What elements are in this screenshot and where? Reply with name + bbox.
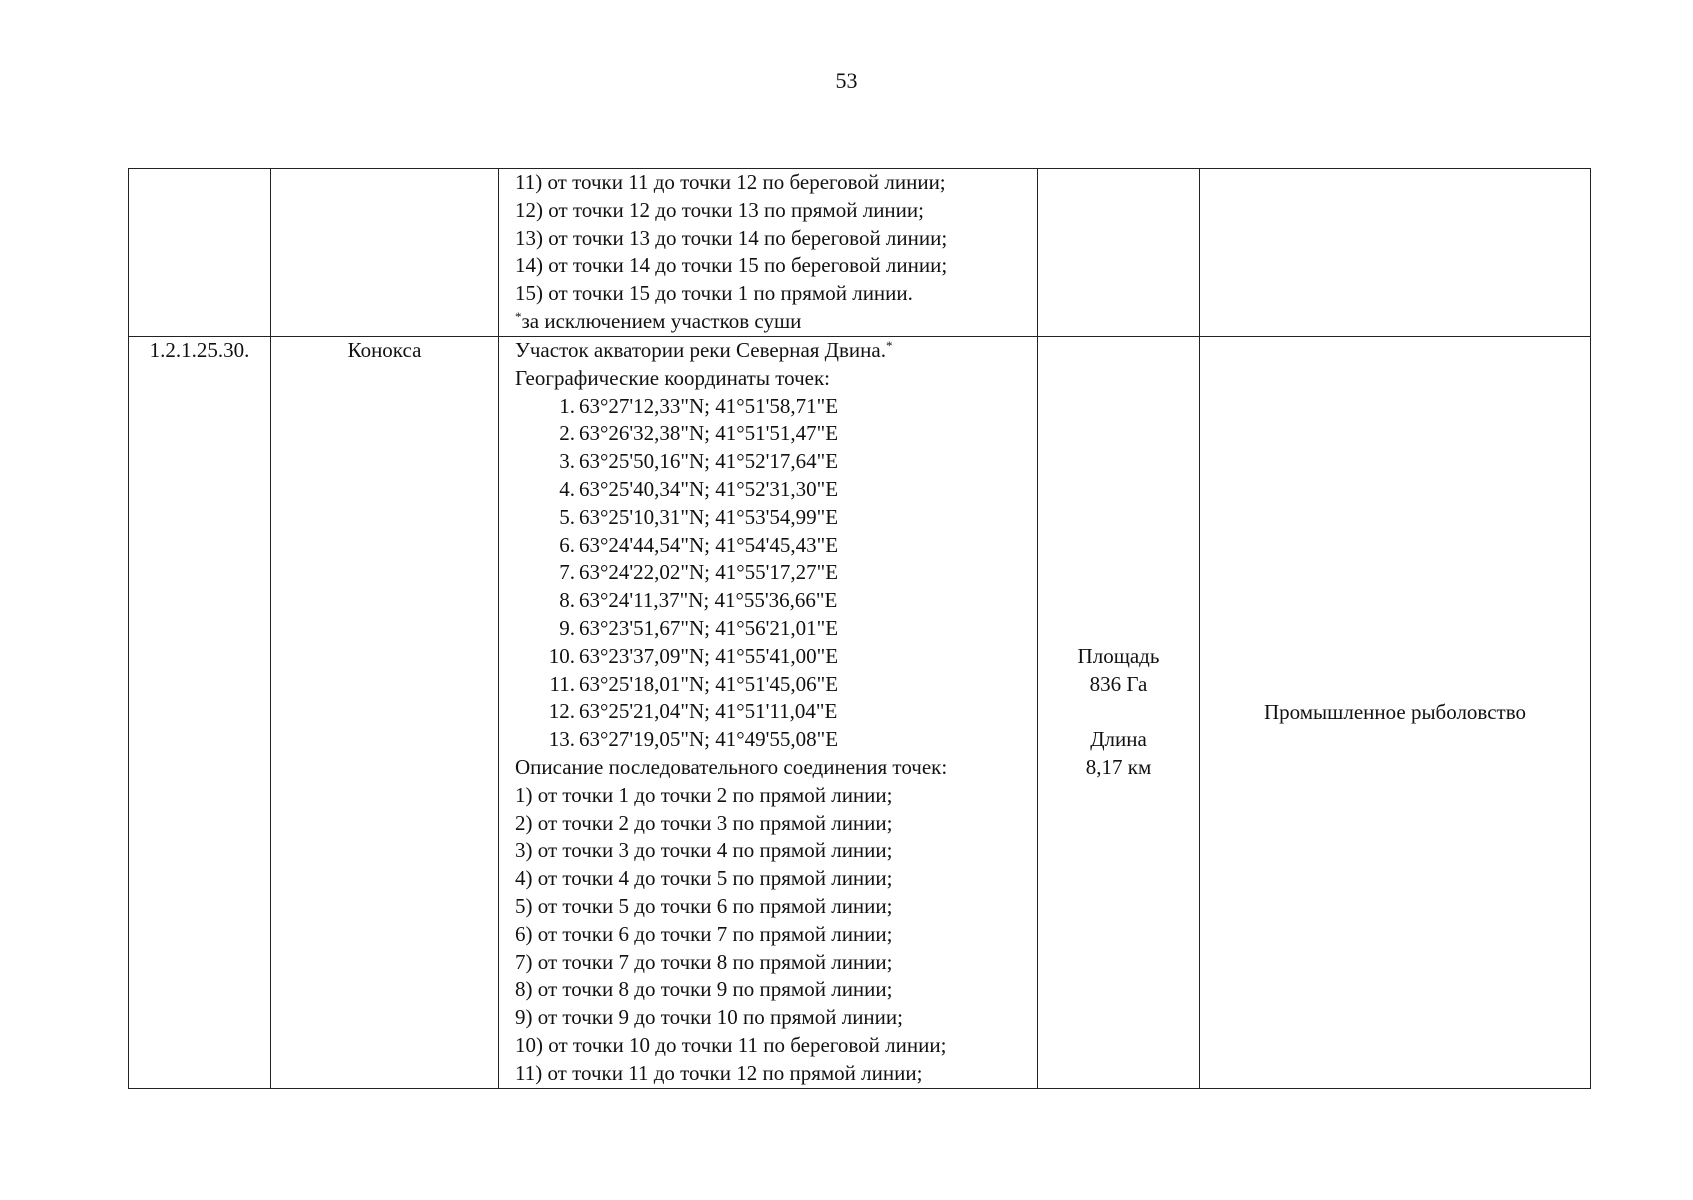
list-item: 12. 63°25'21,04"N; 41°51'11,04"E [548, 699, 838, 724]
coordinates-list [515, 393, 1027, 754]
footnote-text: за исключением участков суши [521, 308, 802, 333]
connection-line: 8) от точки 8 до точки 9 по прямой линии; [515, 977, 893, 1002]
connection-line: 12) от точки 12 до точки 13 по прямой линии; [515, 197, 924, 222]
connection-line: 4) от точки 4 до точки 5 по прямой линии; [515, 866, 893, 891]
connection-line: 15) от точки 15 до точки 1 по прямой линии. [515, 281, 913, 306]
list-item: 9. 63°23'51,67"N; 41°56'21,01"E [559, 615, 839, 640]
coords-heading: Географические координаты точек: [515, 365, 830, 390]
list-item: 5. 63°25'10,31"N; 41°53'54,99"E [559, 504, 839, 529]
connection-line: 11) от точки 11 до точки 12 по береговой линии; [515, 170, 946, 194]
area-title: Участок акватории реки Северная Двина.* [515, 338, 893, 362]
table-row-continuation [129, 169, 1591, 337]
footnote-mark: * [515, 308, 522, 324]
area-name: Конокса [347, 338, 422, 362]
fishing-purpose: Промышленное рыболовство [1264, 700, 1526, 724]
list-item: 7. 63°24'22,02"N; 41°55'17,27"E [559, 560, 839, 585]
connection-line: 13) от точки 13 до точки 14 по береговой линии; [515, 225, 948, 250]
list-item: 6. 63°24'44,54"N; 41°54'45,43"E [559, 532, 839, 557]
connection-line: 6) от точки 6 до точки 7 по прямой линии; [515, 921, 893, 946]
connection-line: 11) от точки 11 до точки 12 по прямой линии; [515, 1060, 923, 1085]
cell-name [271, 169, 499, 337]
list-item: 4. 63°25'40,34"N; 41°52'31,30"E [559, 476, 839, 501]
table-row-konoksa [129, 337, 1591, 1089]
list-item: 2. 63°26'32,38"N; 41°51'51,47"E [559, 421, 839, 446]
footnote [515, 308, 1027, 336]
cell-number [129, 337, 271, 1089]
list-item: 11. 63°25'18,01"N; 41°51'45,06"E [549, 671, 839, 696]
cell-description [499, 169, 1038, 337]
list-item: 13. 63°27'19,05"N; 41°49'55,08"E [548, 727, 839, 752]
connection-line: 14) от точки 14 до точки 15 по береговой линии; [515, 253, 948, 278]
connections-heading: Описание последовательного соединения точек: [515, 754, 948, 779]
connection-line: 7) от точки 7 до точки 8 по прямой линии; [515, 949, 893, 974]
area-label: Площадь [1077, 644, 1160, 668]
list-item: 3. 63°25'50,16"N; 41°52'17,64"E [559, 449, 839, 474]
connection-line: 9) от точки 9 до точки 10 по прямой линии; [515, 1005, 903, 1030]
cell-purpose [1200, 169, 1591, 337]
connection-line: 1) от точки 1 до точки 2 по прямой линии; [515, 782, 893, 807]
spacer [1038, 699, 1199, 727]
list-item: 10. 63°23'37,09"N; 41°55'41,00"E [548, 643, 839, 668]
cell-dimensions [1038, 169, 1200, 337]
footnote-mark: * [885, 338, 893, 353]
fishing-areas-table [128, 168, 1591, 1089]
length-label: Длина [1090, 727, 1147, 752]
list-item: 8. 63°24'11,37"N; 41°55'36,66"E [559, 588, 838, 613]
connection-line: 10) от точки 10 до точки 11 по береговой линии; [515, 1032, 947, 1057]
cell-dimensions [1038, 337, 1200, 1089]
area-value: 836 Га [1089, 671, 1148, 696]
connection-line: 2) от точки 2 до точки 3 по прямой линии; [515, 810, 893, 835]
connection-line: 5) от точки 5 до точки 6 по прямой линии; [515, 893, 893, 918]
length-value: 8,17 км [1085, 755, 1152, 780]
cell-description [499, 337, 1038, 1089]
list-item: 1. 63°27'12,33"N; 41°51'58,71"E [559, 393, 839, 418]
page-number: 53 [835, 68, 858, 93]
cell-name [271, 337, 499, 1089]
connection-line: 3) от точки 3 до точки 4 по прямой линии; [515, 838, 893, 863]
cell-purpose [1200, 337, 1591, 1089]
section-number: 1.2.1.25.30. [149, 338, 250, 362]
cell-number [129, 169, 271, 337]
